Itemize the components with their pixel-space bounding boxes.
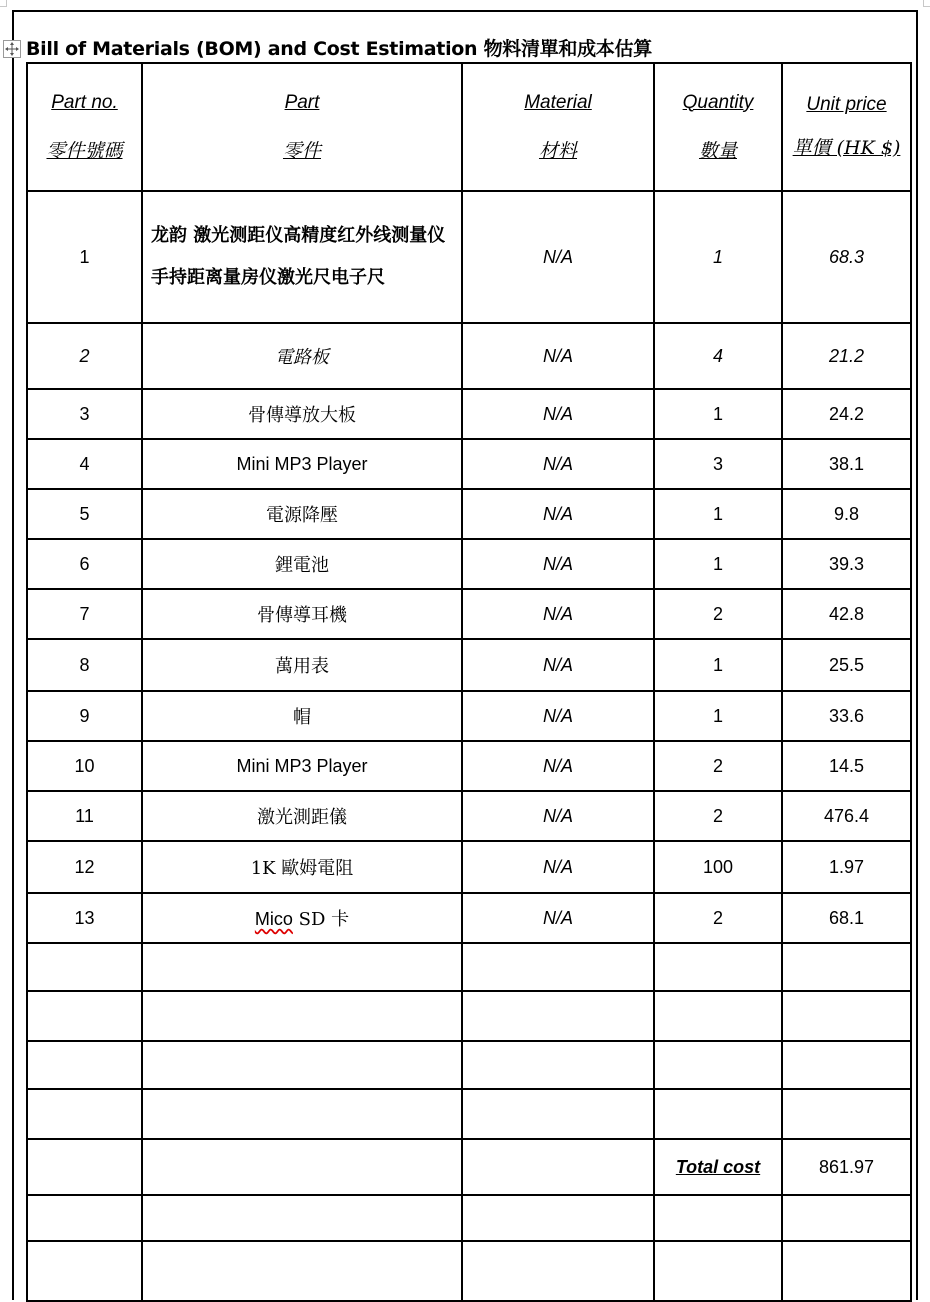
quantity-cell: 1 <box>654 389 782 439</box>
part-no-cell: 5 <box>27 489 142 539</box>
table-row <box>27 691 911 741</box>
page-corner-mark-left <box>0 0 7 7</box>
material-cell: N/A <box>462 389 654 439</box>
empty-row <box>27 1041 911 1089</box>
empty-row <box>27 991 911 1041</box>
header-unit-price: Unit price 單價 (HK $) <box>782 63 911 191</box>
part-name-cell: 萬用表 <box>142 639 462 691</box>
part-no-cell: 13 <box>27 893 142 943</box>
table-row <box>27 791 911 841</box>
empty-row <box>27 1241 911 1301</box>
quantity-cell: 1 <box>654 539 782 589</box>
quantity-cell: 1 <box>654 191 782 323</box>
document-title: Bill of Materials (BOM) and Cost Estimation 物料清單和成本估算 <box>26 38 652 60</box>
quantity-cell: 100 <box>654 841 782 893</box>
unit-price-cell: 14.5 <box>782 741 911 791</box>
unit-price-cell: 42.8 <box>782 589 911 639</box>
header-part: Part 零件 <box>142 63 462 191</box>
empty-row <box>27 1195 911 1241</box>
unit-price-cell: 476.4 <box>782 791 911 841</box>
page-corner-mark-right <box>923 0 930 7</box>
unit-price-cell: 68.3 <box>782 191 911 323</box>
spellcheck-word[interactable]: Mico <box>254 909 293 929</box>
quantity-cell: 1 <box>654 489 782 539</box>
quantity-cell: 1 <box>654 639 782 691</box>
unit-price-cell: 68.1 <box>782 893 911 943</box>
material-cell: N/A <box>462 691 654 741</box>
header-part-no: Part no. 零件號碼 <box>27 63 142 191</box>
part-name-cell <box>142 893 462 943</box>
unit-price-cell: 25.5 <box>782 639 911 691</box>
total-cost-value: 861.97 <box>782 1139 911 1195</box>
table-row <box>27 841 911 893</box>
unit-price-cell: 1.97 <box>782 841 911 893</box>
table-row <box>27 539 911 589</box>
material-cell: N/A <box>462 841 654 893</box>
header-quantity: Quantity 數量 <box>654 63 782 191</box>
unit-price-cell: 39.3 <box>782 539 911 589</box>
unit-price-cell: 38.1 <box>782 439 911 489</box>
table-row <box>27 639 911 691</box>
material-cell: N/A <box>462 191 654 323</box>
material-cell: N/A <box>462 323 654 389</box>
part-no-cell: 10 <box>27 741 142 791</box>
part-name-cell: 龙韵 激光测距仪高精度红外线测量仪手持距离量房仪激光尺电子尺 <box>142 191 462 323</box>
material-cell: N/A <box>462 791 654 841</box>
bom-table <box>26 62 912 1302</box>
header-material: Material 材料 <box>462 63 654 191</box>
unit-price-cell: 9.8 <box>782 489 911 539</box>
quantity-cell: 2 <box>654 741 782 791</box>
unit-price-cell: 33.6 <box>782 691 911 741</box>
quantity-cell: 2 <box>654 589 782 639</box>
material-cell: N/A <box>462 639 654 691</box>
empty-row <box>27 1089 911 1139</box>
unit-price-cell: 24.2 <box>782 389 911 439</box>
part-no-cell: 2 <box>27 323 142 389</box>
part-name-cell: 骨傳導放大板 <box>142 389 462 439</box>
table-row <box>27 439 911 489</box>
material-cell: N/A <box>462 893 654 943</box>
table-row <box>27 741 911 791</box>
part-no-cell: 9 <box>27 691 142 741</box>
empty-row <box>27 943 911 991</box>
part-name-cell: 激光測距儀 <box>142 791 462 841</box>
part-no-cell: 1 <box>27 191 142 323</box>
table-move-handle-icon[interactable] <box>3 40 21 58</box>
material-cell: N/A <box>462 489 654 539</box>
part-name-cell: Mini MP3 Player <box>142 439 462 489</box>
table-row <box>27 489 911 539</box>
quantity-cell: 4 <box>654 323 782 389</box>
part-name-cell: 骨傳導耳機 <box>142 589 462 639</box>
part-name-cell: 電源降壓 <box>142 489 462 539</box>
table-row <box>27 589 911 639</box>
quantity-cell: 1 <box>654 691 782 741</box>
material-cell: N/A <box>462 589 654 639</box>
quantity-cell: 2 <box>654 791 782 841</box>
part-name-cell: 1K 歐姆電阻 <box>142 841 462 893</box>
part-name-rest: SD 卡 <box>292 909 350 930</box>
material-cell: N/A <box>462 741 654 791</box>
part-no-cell: 3 <box>27 389 142 439</box>
part-no-cell: 12 <box>27 841 142 893</box>
part-no-cell: 8 <box>27 639 142 691</box>
part-name-cell: 帽 <box>142 691 462 741</box>
quantity-cell: 3 <box>654 439 782 489</box>
unit-price-cell: 21.2 <box>782 323 911 389</box>
part-no-cell: 6 <box>27 539 142 589</box>
total-cost-label: Total cost <box>654 1139 782 1195</box>
part-name-cell: Mini MP3 Player <box>142 741 462 791</box>
table-row <box>27 893 911 943</box>
table-row <box>27 389 911 439</box>
part-no-cell: 7 <box>27 589 142 639</box>
part-no-cell: 4 <box>27 439 142 489</box>
part-name-cell: 電路板 <box>142 323 462 389</box>
table-row <box>27 191 911 323</box>
quantity-cell: 2 <box>654 893 782 943</box>
total-row <box>27 1139 911 1195</box>
material-cell: N/A <box>462 439 654 489</box>
header-row <box>27 63 911 191</box>
material-cell: N/A <box>462 539 654 589</box>
table-row <box>27 323 911 389</box>
part-name-cell: 鋰電池 <box>142 539 462 589</box>
part-no-cell: 11 <box>27 791 142 841</box>
